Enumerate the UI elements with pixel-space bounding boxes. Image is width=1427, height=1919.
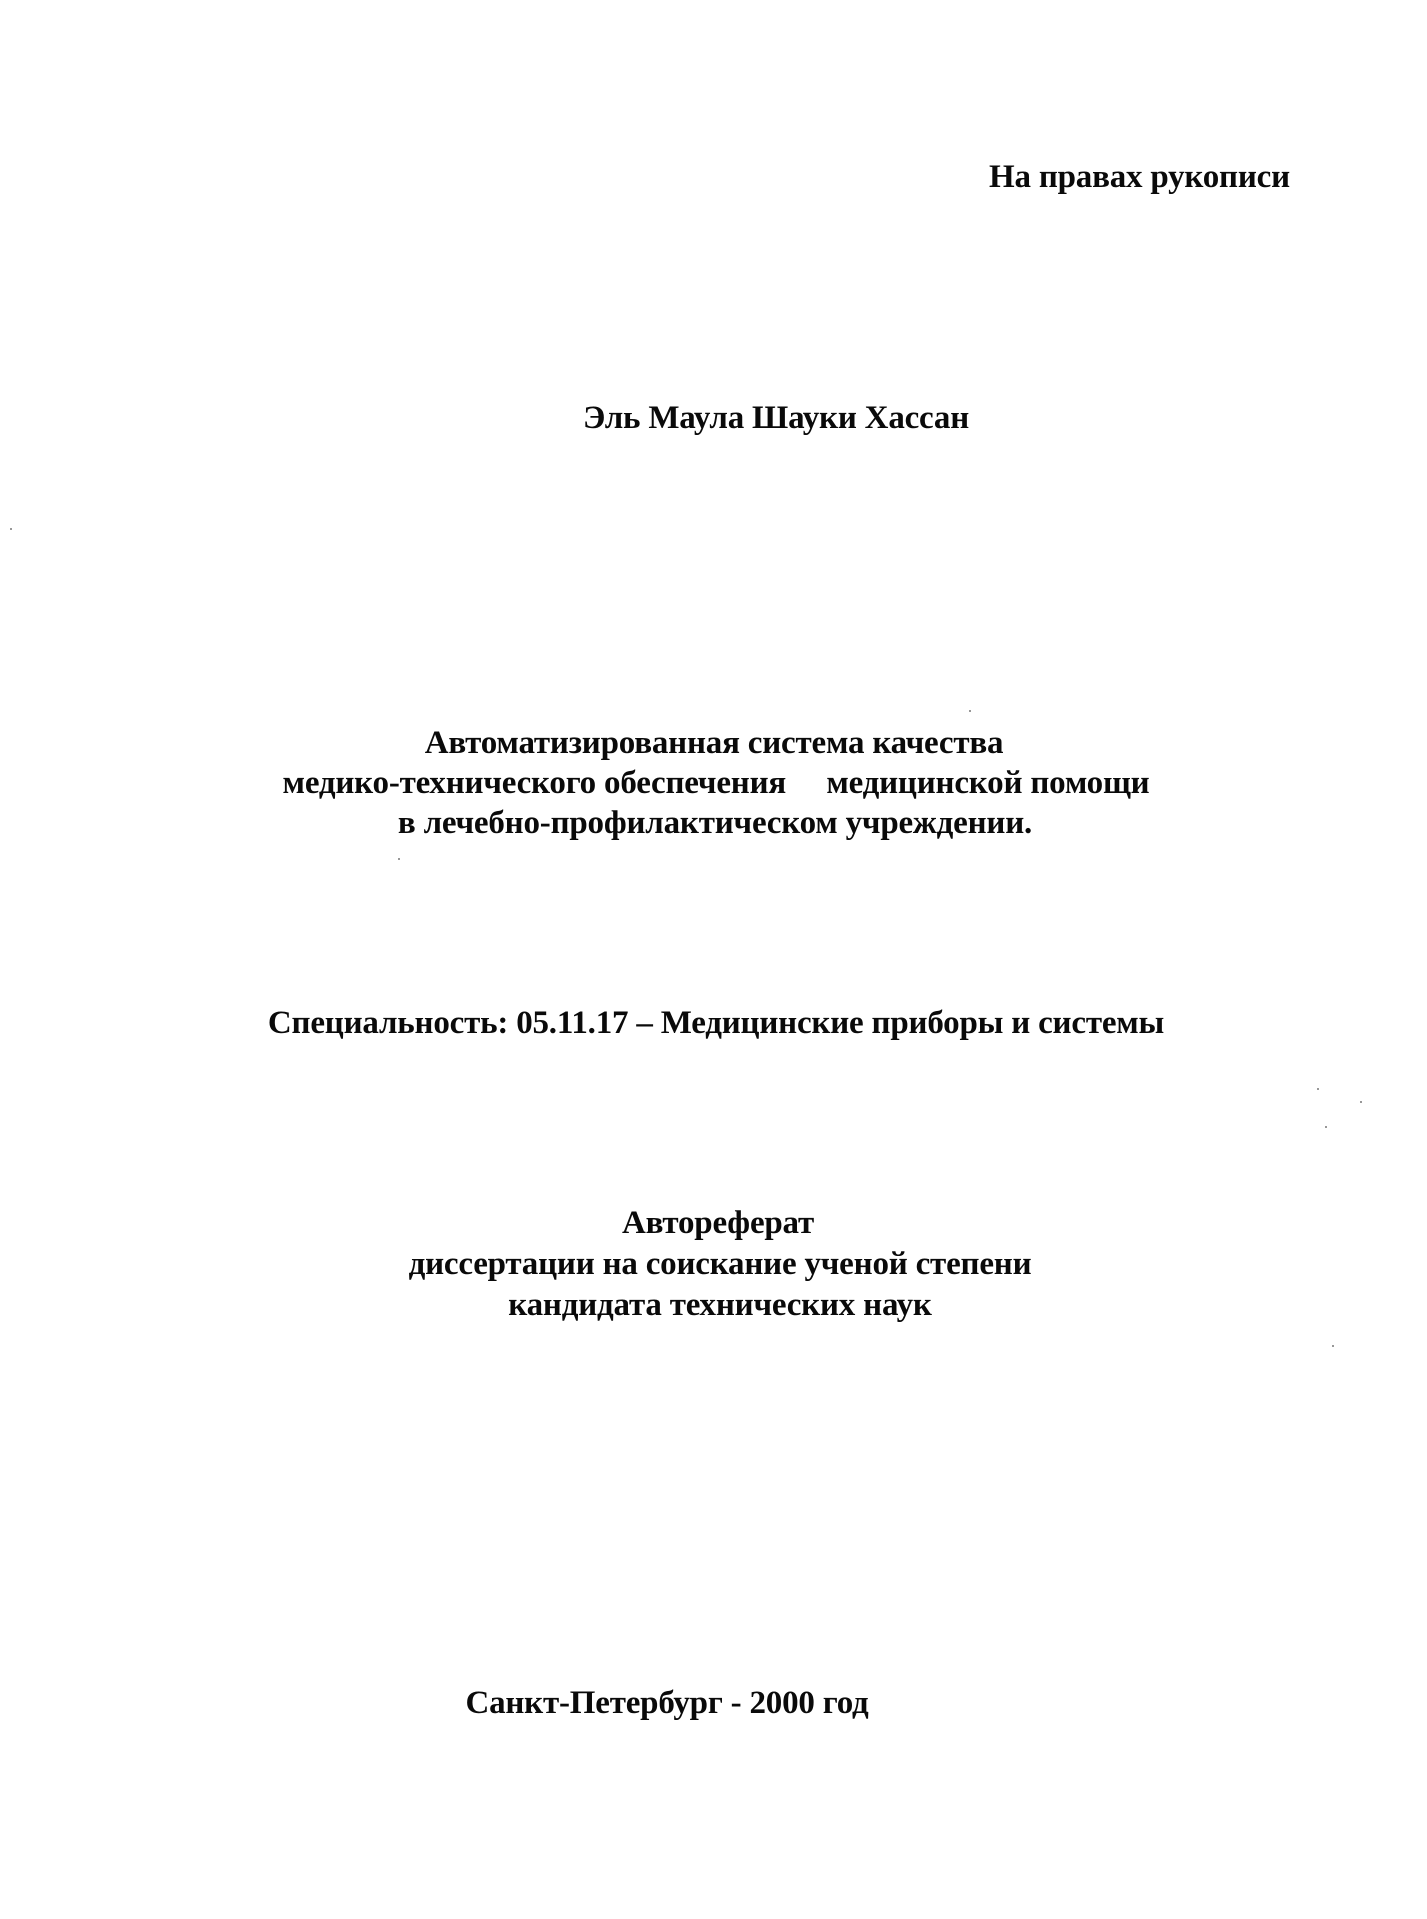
place-year: Санкт-Петербург - 2000 год xyxy=(465,1685,869,1721)
scan-speck xyxy=(398,858,400,860)
abstract-line-3: кандидата технических наук xyxy=(508,1287,932,1323)
title-line-3: в лечебно-профилактическом учреждении. xyxy=(397,805,1033,841)
scan-speck xyxy=(10,528,12,530)
scan-speck xyxy=(1332,1345,1334,1347)
scan-speck xyxy=(1360,1101,1362,1103)
title-line-2: медико-технического обеспечения медицинской помощи xyxy=(282,765,1150,801)
scan-speck xyxy=(1325,1126,1327,1128)
author-name: Эль Маула Шауки Хассан xyxy=(582,400,970,436)
scan-speck xyxy=(1317,1088,1319,1090)
scan-speck xyxy=(969,710,971,712)
specialty: Специальность: 05.11.17 – Медицинские приборы и системы xyxy=(267,1005,1165,1041)
abstract-line-2: диссертации на соискание ученой степени xyxy=(408,1246,1032,1282)
manuscript-note: На правах рукописи xyxy=(989,159,1290,195)
title-line-1: Автоматизированная система качества xyxy=(424,725,1004,761)
abstract-heading: Автореферат xyxy=(622,1205,814,1241)
